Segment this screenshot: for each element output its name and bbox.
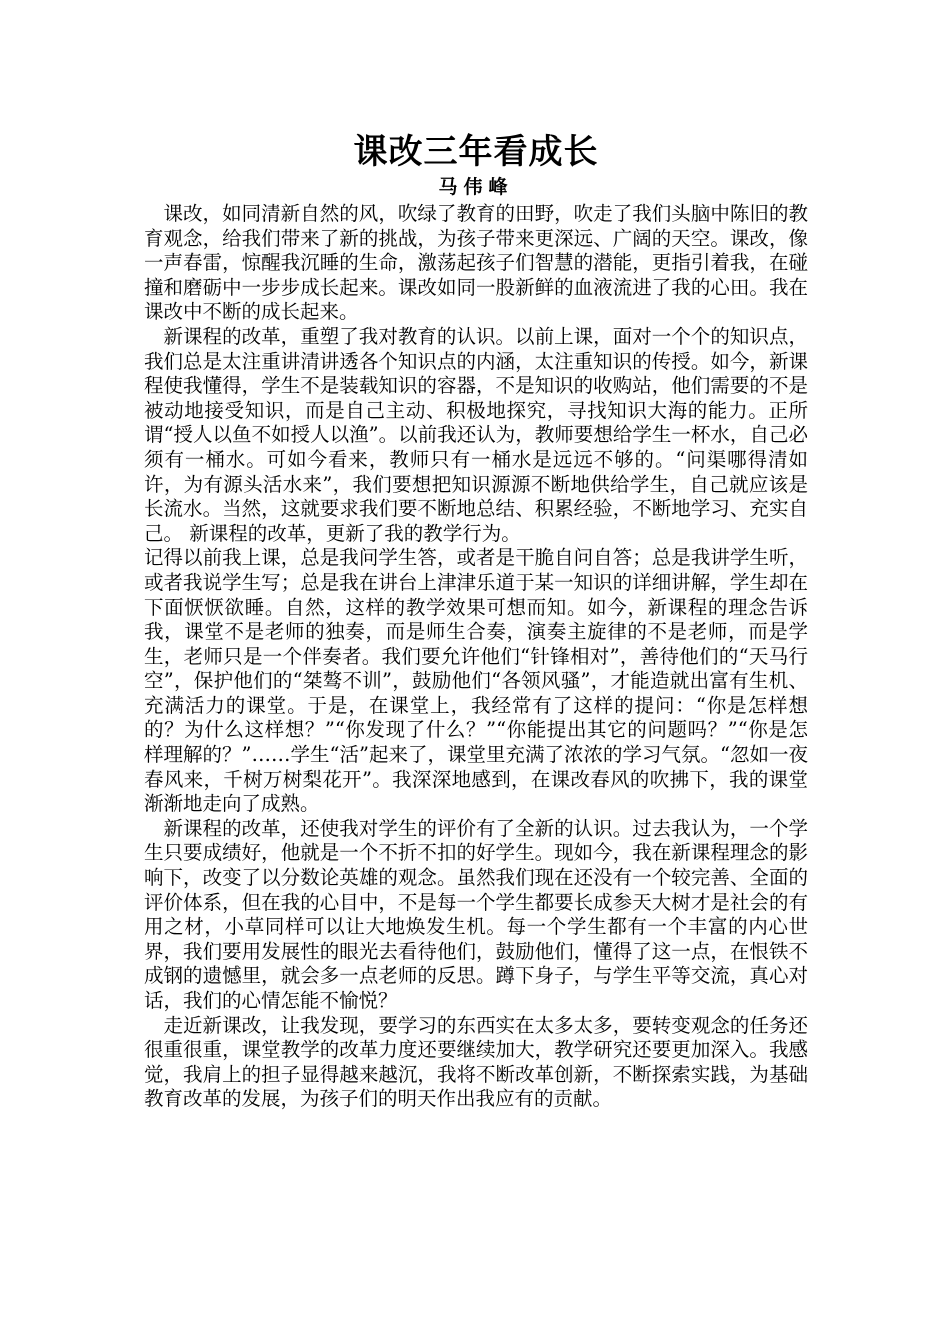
document-page (144, 130, 808, 1112)
paragraph-3: 记得以前我上课，总是我问学生答，或者是干脆自问自答；总是我讲学生听，或者我说学生写；总是我在讲台上津津乐道于某一知识的详细讲解，学生却在下面恹恹欲睡。自然，这样的教学效果可想而知。如今，新课程的理念告诉我，课堂不是老师的独奏，而是师生合奏，演奏主旋律的不是老师，而是学生，老师只是一个伴奏者。我们要允许他们“针锋相对”，善待他们的“天马行空”，保护他们的“桀骜不训”，鼓励他们“各领风骚”，才能造就出富有生机、充满活力的课堂。于是，在课堂上，我经常有了这样的提问：“你是怎样想的？为什么这样想？”“你发现了什么？”“你能提出其它的问题吗？”“你是怎样理解的？”……学生“活”起来了，课堂里充满了浓浓的学习气氛。“忽如一夜春风来，千树万树梨花开”。我深深地感到，在课改春风的吹拂下，我的课堂渐渐地走向了成熟。 (144, 546, 808, 816)
page-title: 课改三年看成长 (353, 132, 599, 172)
author-name: 马伟峰 (438, 176, 514, 198)
paragraph-1: 课改，如同清新自然的风，吹绿了教育的田野，吹走了我们头脑中陈旧的教育观念，给我们带来了新的挑战，为孩子带来更深远、广阔的天空。课改，像一声春雷，惊醒我沉睡的生命，激荡起孩子们智慧的潜能，更指引着我，在碰撞和磨砺中一步步成长起来。课改如同一股新鲜的血液流进了我的心田。我在课改中不断的成长起来。 (144, 202, 808, 324)
paragraph-4: 新课程的改革，还使我对学生的评价有了全新的认识。过去我认为，一个学生只要成绩好，他就是一个不折不扣的好学生。现如今，我在新课程理念的影响下，改变了以分数论英雄的观念。虽然我们现在还没有一个较完善、全面的评价体系，但在我的心目中，不是每一个学生都要长成参天大树才是社会的有用之材，小草同样可以让大地焕发生机。每一个学生都有一个丰富的内心世界，我们要用发展性的眼光去看待他们，鼓励他们，懂得了这一点，在恨铁不成钢的遗憾里，就会多一点老师的反思。蹲下身子，与学生平等交流，真心对话，我们的心情怎能不愉悦？ (144, 816, 808, 1012)
paragraph-2: 新课程的改革，重塑了我对教育的认识。以前上课，面对一个个的知识点，我们总是太注重讲清讲透各个知识点的内涵，太注重知识的传授。如今，新课程使我懂得，学生不是装载知识的容器，不是知识的收购站，他们需要的不是被动地接受知识，而是自己主动、积极地探究，寻找知识大海的能力。正所谓“授人以鱼不如授人以渔”。以前我还认为，教师要想给学生一杯水，自己必须有一桶水。可如今看来，教师只有一桶水是远远不够的。“问渠哪得清如许，为有源头活水来”，我们要想把知识源源不断地供给学生，自己就应该是长流水。当然，这就要求我们要不断地总结、积累经验，不断地学习、充实自己。 新课程的改革，更新了我的教学行为。 (144, 324, 808, 545)
paragraph-5: 走近新课改，让我发现，要学习的东西实在太多太多，要转变观念的任务还很重很重，课堂教学的改革力度还要继续加大，教学研究还要更加深入。我感觉，我肩上的担子显得越来越沉，我将不断改革创新，不断探索实践，为基础教育改革的发展，为孩子们的明天作出我应有的贡献。 (144, 1013, 808, 1111)
